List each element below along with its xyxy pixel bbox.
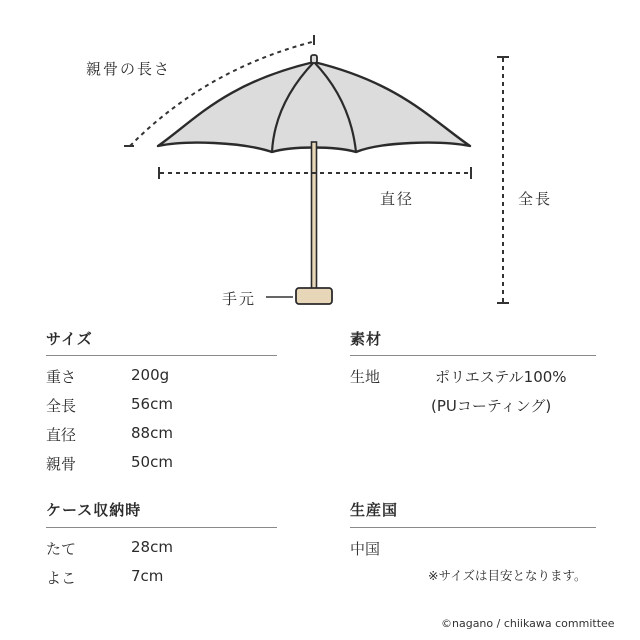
- size-row-value: 88cm: [131, 424, 173, 442]
- origin-section-title: 生産国: [350, 501, 399, 519]
- copyright-text: ©nagano / chiikawa committee: [441, 617, 615, 630]
- diameter-label: 直径: [380, 190, 415, 208]
- umbrella-canopy: [158, 62, 470, 152]
- umbrella-handle: [296, 288, 332, 304]
- case-row-label: たて: [46, 540, 77, 558]
- case-section-divider: [46, 527, 277, 528]
- case-row-label: よこ: [46, 569, 77, 587]
- material-row-label: 生地: [350, 368, 381, 386]
- size-row-label: 親骨: [46, 455, 77, 473]
- size-row-label: 重さ: [46, 368, 77, 386]
- size-row-label: 全長: [46, 397, 77, 415]
- rib-length-label: 親骨の長さ: [86, 60, 172, 78]
- material-section-divider: [350, 355, 596, 356]
- size-disclaimer-note: ※サイズは目安となります。: [428, 568, 587, 583]
- umbrella-shaft: [312, 142, 317, 290]
- size-section-divider: [46, 355, 277, 356]
- size-section-title: サイズ: [46, 330, 93, 348]
- material-row-value: ポリエステル100%: [435, 368, 567, 386]
- handle-label: 手元: [222, 290, 257, 308]
- size-row-value: 50cm: [131, 453, 173, 471]
- material-row-value-note: (PUコーティング): [431, 397, 552, 415]
- origin-section-divider: [350, 527, 596, 528]
- case-section-title: ケース収納時: [46, 501, 142, 519]
- size-row-value: 200g: [131, 366, 170, 384]
- umbrella-tip: [311, 55, 317, 63]
- size-row-value: 56cm: [131, 395, 173, 413]
- total-length-label: 全長: [518, 190, 553, 208]
- case-row-value: 7cm: [131, 567, 164, 585]
- origin-value: 中国: [350, 540, 381, 558]
- material-section-title: 素材: [350, 330, 383, 348]
- case-row-value: 28cm: [131, 538, 173, 556]
- size-row-label: 直径: [46, 426, 77, 444]
